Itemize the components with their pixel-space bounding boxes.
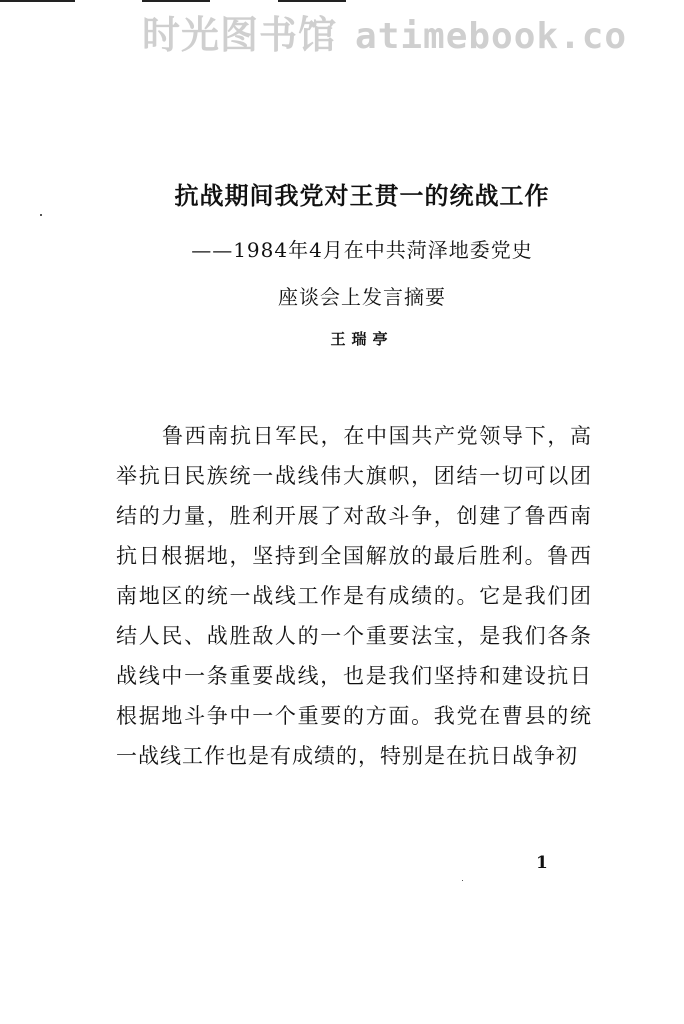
scan-speck (462, 880, 463, 881)
article-body-paragraph: 鲁西南抗日军民，在中国共产党领导下，高举抗日民族统一战线伟大旗帜，团结一切可以团结的力量，胜利开展了对敌斗争，创建了鲁西南抗日根据地，坚持到全国解放的最后胜利。鲁西南地区的统一战线工作是有成绩的。它是我们团结人民、战胜敌人的一个重要法宝，是我们各条战线中一条重要战线，也是我们坚持和建设抗日根据地斗争中一个重要的方面。我党在曹县的统一战线工作也是有成绩的，特别是在抗日战争初 (116, 424, 592, 768)
page-number: 1 (536, 853, 548, 873)
top-rule-left (0, 0, 75, 2)
watermark-cjk: 时光图书馆 (142, 13, 338, 57)
top-rule-right (278, 0, 346, 2)
watermark-latin: atimebook.co (355, 16, 628, 57)
watermark (142, 12, 682, 60)
scan-speck (40, 214, 42, 216)
article-author: 王瑞亭 (330, 330, 394, 348)
article-title: 抗战期间我党对王贯一的统战工作 (174, 182, 550, 210)
top-rule-middle (142, 0, 210, 2)
article-subtitle-line-2: 座谈会上发言摘要 (278, 285, 446, 309)
article-subtitle-line-1: ——1984年4月在中共菏泽地委党史 (191, 238, 533, 262)
